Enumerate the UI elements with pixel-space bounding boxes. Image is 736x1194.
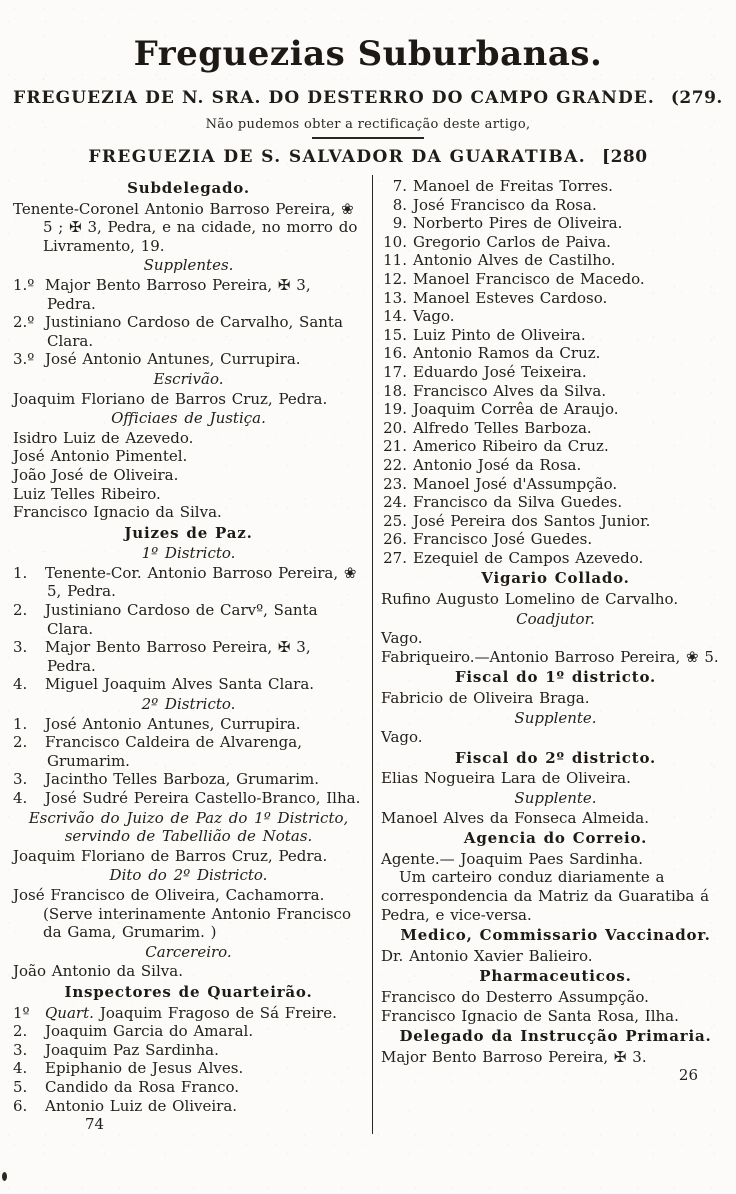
list-item [381,437,730,456]
list-item [381,400,730,419]
text-line: Manoel Alves da Fonseca Almeida. [381,808,650,827]
text-line: Francisco do Desterro Assumpção. [381,987,649,1006]
item-text: Alfredo Telles Barboza. [413,418,592,437]
item-text: Manoel Esteves Cardoso. [413,288,608,307]
text-line: Elias Nogueira Lara de Oliveira. [381,769,631,788]
item-number: 7. [392,177,407,195]
item-text: Major Bento Barroso Pereira, ✠ 3, Pedra. [45,638,311,675]
item-number: 2. [13,733,28,752]
text-line: Agente.— Joaquim Paes Sardinha. [381,849,643,868]
section-subheading: 2º Districto. [141,695,236,714]
text-line: Rufino Augusto Lomelino de Carvalho. [381,590,679,609]
item-text: Joaquim Corrêa de Araujo. [413,400,619,419]
text-line: Fabricio de Oliveira Braga. [381,689,590,708]
item-text: Justiniano Cardoso de Carvº, Santa Clara. [45,601,318,638]
list-item [381,382,730,401]
item-number: 3. [13,770,28,789]
list-item [13,601,364,638]
item-number: 4. [13,1059,28,1078]
item-text: Justiniano Cardoso de Carvalho, Santa Clara. [45,313,343,350]
parish-header-ref: (279. [670,88,723,108]
item-text: Antonio Luiz de Oliveira. [45,1096,238,1115]
item-text: José Antonio Antunes, Currupira. [45,714,301,733]
text-line: José Antonio Pimentel. [13,447,188,466]
list-item [13,350,364,369]
item-text: Francisco Caldeira de Alvarenga, Grumarim. [45,733,302,770]
item-text: Francisco José Guedes. [413,530,593,549]
item-number: 27. [383,548,407,567]
text-line: José Francisco de Oliveira, Cachamorra. (Serve interinamente Antonio Francisco da Gama, Grumarim. ) [13,885,351,942]
list-item [381,196,730,215]
item-number: 2.º [13,313,35,332]
text-line: Luiz Telles Ribeiro. [13,484,161,503]
list-item [13,675,364,694]
item-text: Jacintho Telles Barboza, Grumarim. [45,770,320,789]
item-text: Joaquim Paz Sardinha. [45,1040,219,1059]
list-item [13,1059,364,1078]
list-item [381,289,730,308]
item-role-label: Quart. [45,1003,94,1022]
list-item [381,233,730,252]
column-left [0,175,372,1134]
item-number: 4. [13,789,28,807]
section-subheading: Supplente. [514,789,597,807]
text-line: Fabriqueiro.—Antonio Barroso Pereira, ❀ 5. [381,647,719,666]
item-text: Gregorio Carlos de Paiva. [413,232,611,251]
item-number: 4. [13,675,28,694]
text-line: Francisco Ignacio da Silva. [13,503,222,522]
item-text: Manoel José d'Assumpção. [413,474,618,493]
text-line: Vago. [381,728,423,747]
list-item [13,733,364,770]
item-number: 22. [383,455,407,474]
text-line: Joaquim Floriano de Barros Cruz, Pedra. [13,389,328,408]
list-item [13,1041,364,1060]
item-text: Tenente-Cor. Antonio Barroso Pereira, ❀ 5, Pedra. [45,563,357,601]
scanned-almanac-page [0,34,736,1194]
text-line: Dr. Antonio Xavier Balieiro. [381,946,593,965]
section-subheading: Supplente. [514,708,597,727]
parish-header-text: FREGUEZIA DE S. SALVADOR DA GUARATIBA. [88,147,587,167]
list-item [13,715,364,734]
item-number: 16. [383,344,407,363]
item-text: José Sudré Pereira Castello-Branco, Ilha. [45,789,361,807]
item-number: 6. [13,1096,28,1115]
list-item [13,276,364,313]
item-text: José Antonio Antunes, Currupira. [45,350,301,369]
list-item [381,456,730,475]
item-number: 24. [383,493,407,512]
item-number: 10. [383,232,407,251]
text-line: Vago. [381,629,423,648]
item-number: 3. [13,638,28,657]
list-item [381,530,730,549]
list-item [381,363,730,382]
section-heading: Inspectores de Quarteirão. [64,982,313,1001]
item-number: 3. [13,1040,28,1059]
page-number: 26 [678,1066,698,1085]
list-item [13,1097,364,1116]
section-subheading: Supplentes. [143,256,234,275]
paragraph: Um carteiro conduz diariamente a correspondencia da Matriz da Guaratiba á Pedra, e vice-versa. [381,868,710,924]
section-heading: Fiscal do 1º districto. [454,668,657,687]
list-item [381,307,730,326]
text-line: Tenente-Coronel Antonio Barroso Pereira, ❀ 5 ; ✠ 3, Pedra, e na cidade, no morro do Livramento, 19. [13,199,358,255]
item-number: 23. [383,474,407,493]
section-heading: Fiscal do 2º districto. [454,748,657,767]
list-item [13,313,364,350]
section-heading: Vigario Collado. [481,569,630,588]
rectification-note: Não pudemos obter a rectificação deste artigo, [205,117,531,132]
list-item [381,214,730,233]
item-number: 14. [383,307,407,326]
item-number: 19. [383,400,407,419]
section-subheading: Dito do 2º Districto. [109,866,268,885]
list-item [13,770,364,789]
section-subheading: Escrivão do Juizo de Paz do 1º Districto, servindo de Tabellião de Notas. [28,808,349,846]
list-item [381,270,730,289]
parish-header-guaratiba [0,147,736,167]
item-number: 13. [383,288,407,307]
item-number: 2. [13,1022,28,1041]
item-text: Francisco da Silva Guedes. [413,493,623,512]
item-number: 1º [13,1003,30,1022]
text-line: Isidro Luiz de Azevedo. [13,428,194,447]
item-number: 15. [383,325,407,344]
item-text: Epiphanio de Jesus Alves. [45,1059,244,1078]
item-number: 8. [392,195,407,214]
item-text: Norberto Pires de Oliveira. [413,214,623,233]
item-number: 11. [383,251,407,270]
list-item [381,475,730,494]
section-subheading: Carcereiro. [145,942,232,961]
item-text: Major Bento Barroso Pereira, ✠ 3, Pedra. [45,275,311,313]
parish-header-campo-grande [0,88,736,108]
text-line: João Antonio da Silva. [13,962,183,981]
item-number: 17. [383,362,407,381]
item-number: 1. [13,714,28,733]
section-subheading: Officiaes de Justiça. [111,409,266,428]
item-number: 25. [383,511,407,530]
text-line: Joaquim Floriano de Barros Cruz, Pedra. [13,846,328,865]
list-item [381,177,730,196]
section-subheading: 1º Districto. [141,544,236,563]
section-heading: Juizes de Paz. [124,523,253,542]
column-right [372,175,736,1134]
section-subheading: Coadjutor. [516,609,595,628]
section-heading: Agencia do Correio. [463,829,648,848]
item-text: Luiz Pinto de Oliveira. [413,325,586,344]
two-column-body [0,175,736,1134]
list-item [13,1004,364,1023]
item-number: 2. [13,601,28,620]
list-item [381,326,730,345]
item-text: Americo Ribeiro da Cruz. [413,437,609,456]
item-number: 3.º [13,350,35,369]
section-heading: Medico, Commissario Vaccinador. [400,926,711,945]
list-item [381,493,730,512]
item-number: 18. [383,381,407,400]
list-item [381,251,730,270]
item-text: Francisco Alves da Silva. [413,381,607,400]
item-text: Ezequiel de Campos Azevedo. [413,548,644,567]
list-item [13,638,364,675]
section-heading: Pharmaceuticos. [479,967,632,986]
list-item [13,1022,364,1041]
list-item [381,549,730,568]
text-line: Major Bento Barroso Pereira, ✠ 3. [381,1047,647,1066]
page-number: 74 [85,1115,105,1134]
page-title: Freguezias Suburbanas. [133,34,603,74]
item-text: Miguel Joaquim Alves Santa Clara. [45,675,315,694]
item-text: Joaquim Fragoso de Sá Freire. [99,1003,337,1022]
text-line: João José de Oliveira. [13,465,179,484]
item-number: 12. [383,269,407,288]
divider-rule [312,137,424,139]
item-text: Candido da Rosa Franco. [45,1077,240,1096]
parish-header-text: FREGUEZIA DE N. SRA. DO DESTERRO DO CAMPO GRANDE. [13,88,655,108]
section-subheading: Escrivão. [153,369,224,388]
list-item [381,419,730,438]
list-item [13,789,364,808]
item-number: 26. [383,530,407,549]
item-text: Antonio Ramos da Cruz. [413,344,601,363]
scan-speck [2,1172,7,1181]
item-text: Vago. [413,307,455,326]
list-item [381,512,730,531]
list-item [13,564,364,601]
text-line: Francisco Ignacio de Santa Rosa, Ilha. [381,1006,679,1025]
parish-header-ref: [280 [602,147,648,167]
item-number: 9. [392,214,407,233]
item-number: 1. [13,563,28,582]
item-text: Antonio Alves de Castilho. [413,251,616,270]
list-item [381,344,730,363]
section-heading: Delegado da Instrucção Primaria. [399,1027,712,1046]
item-text: José Francisco da Rosa. [413,195,597,214]
list-item [13,1078,364,1097]
item-text: Eduardo José Teixeira. [413,362,587,381]
item-number: 20. [383,418,407,437]
item-text: Antonio José da Rosa. [413,455,582,474]
item-number: 21. [383,437,407,456]
item-number: 5. [13,1077,28,1096]
item-text: José Pereira dos Santos Junior. [413,511,651,530]
item-number: 1.º [13,275,35,294]
item-text: Joaquim Garcia do Amaral. [45,1022,254,1041]
item-text: Manoel de Freitas Torres. [413,177,613,195]
section-heading: Subdelegado. [127,179,250,197]
item-text: Manoel Francisco de Macedo. [413,269,645,288]
